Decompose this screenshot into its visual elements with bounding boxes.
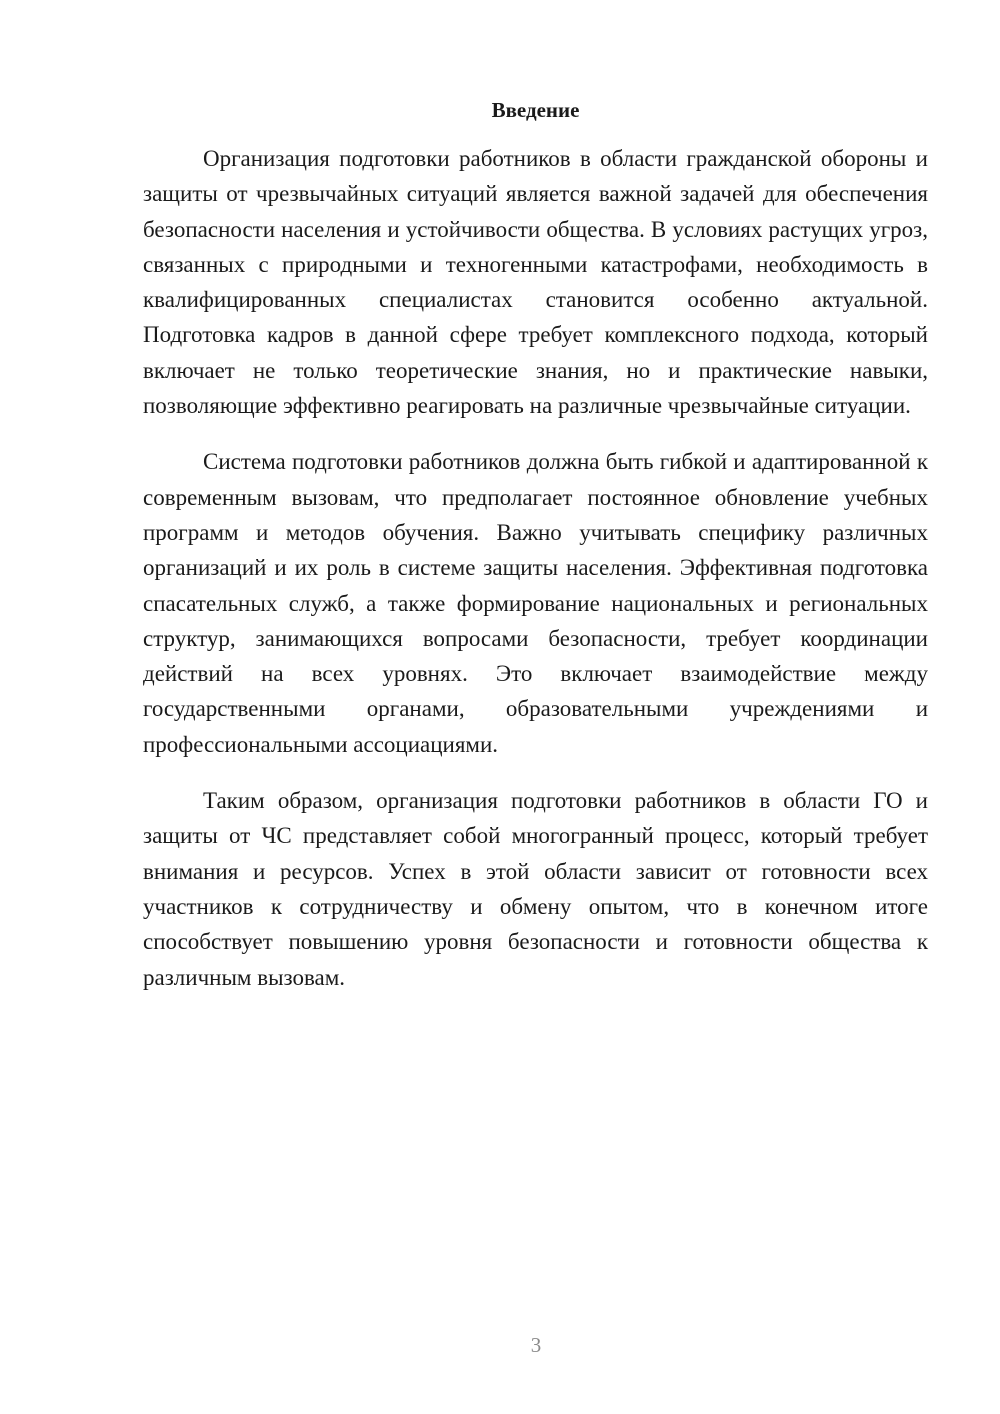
body-text xyxy=(143,141,928,1016)
section-heading: Введение xyxy=(491,98,580,122)
paragraph-2: Система подготовки работников должна быть гибкой и адаптированной к современным вызовам, что предполагает постоянное обновление учебных программ и методов обучения. Важно учитывать специфику различных организаций и их роль в системе защиты населения. Эффективная подготовка спасательных служб, а также формирование национальных и региональных структур, занимающихся вопросами безопасности, требует координации действий на всех уровнях. Это включает взаимодействие между государственными органами, образовательными учреждениями и профессиональными ассоциациями. xyxy=(143,449,928,757)
paragraph-1: Организация подготовки работников в области гражданской обороны и защиты от чрезвычайных ситуаций является важной задачей для обеспечения безопасности населения и устойчивости общества. В условиях растущих угроз, связанных с природными и техногенными катастрофами, необходимость в квалифицированных специалистах становится особенно актуальной. Подготовка кадров в данной сфере требует комплексного подхода, который включает не только теоретические знания, но и практические навыки, позволяющие эффективно реагировать на различные чрезвычайные ситуации. xyxy=(143,146,928,419)
paragraph-3: Таким образом, организация подготовки работников в области ГО и защиты от ЧС представляет собой многогранный процесс, который требует внимания и ресурсов. Успех в этой области зависит от готовности всех участников к сотрудничеству и обмену опытом, что в конечном итоге способствует повышению уровня безопасности и готовности общества к различным вызовам. xyxy=(143,788,928,990)
page-number: 3 xyxy=(530,1333,542,1357)
